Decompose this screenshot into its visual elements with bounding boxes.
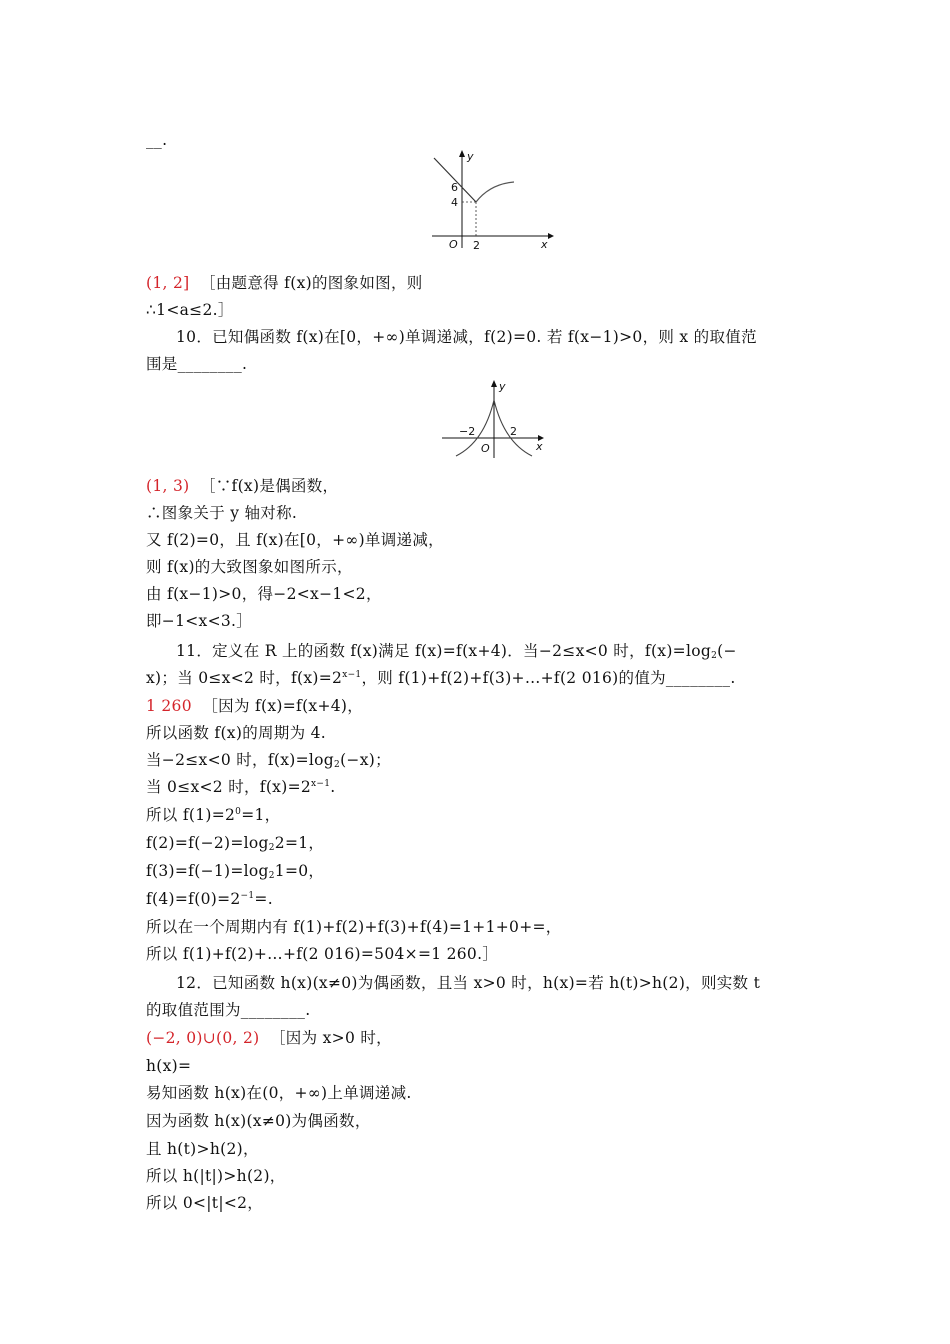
text-line: 所以 h(|t|)>h(2)， [146, 1167, 286, 1185]
text-part: f(4)=f(0)=2 [146, 890, 241, 908]
answer-10-value: (1, 3) [146, 477, 190, 495]
text-part: =1， [241, 806, 281, 824]
answer-9-value: (1, 2] [146, 274, 190, 292]
text-part: 所以 f(1)=2 [146, 806, 236, 824]
text-part: . [330, 778, 336, 796]
text-line: 即−1<x<3.］ [146, 612, 253, 630]
x-axis-label: x [541, 238, 548, 251]
text-part: 1=0， [274, 862, 325, 880]
text-line: 因为函数 h(x)(x≠0)为偶函数， [146, 1112, 371, 1130]
text-part: f(2)=f(−2)=log [146, 834, 269, 852]
question-12-line1: 12．已知函数 h(x)(x≠0)为偶函数，且当 x>0 时，h(x)=若 h(t)>h(2)，则实数 t [176, 974, 761, 992]
text-line [146, 750, 391, 770]
answer-12 [146, 1028, 392, 1048]
y-axis-label: y [467, 150, 474, 163]
text-line: 易知函数 h(x)在(0，+∞)上单调递减. [146, 1084, 412, 1102]
answer-9 [146, 273, 423, 293]
origin-label: O [449, 238, 458, 251]
answer-11-reason: ［因为 f(x)=f(x+4)， [202, 697, 364, 715]
text-line: 且 h(t)>h(2)， [146, 1140, 259, 1158]
text-part: f(3)=f(−1)=log [146, 862, 269, 880]
graph-piecewise-function [420, 148, 560, 256]
text-line [146, 805, 280, 825]
text-line: 所以函数 f(x)的周期为 4. [146, 724, 327, 742]
tick-label-2: 2 [473, 239, 480, 252]
text-line: 又 f(2)=0，且 f(x)在[0，+∞)单调递减， [146, 531, 444, 549]
superscript: 0 [235, 807, 242, 817]
text-part: (−x)； [340, 751, 391, 769]
text-line [146, 777, 336, 797]
tick-label-6: 6 [451, 181, 458, 194]
origin-label: O [481, 442, 490, 455]
text-part: =. [254, 890, 273, 908]
q11-text: x)；当 0≤x<2 时，f(x)=2 [146, 669, 343, 687]
text-line: 所以 f(1)+f(2)+…+f(2 016)=504×=1 260.］ [146, 945, 499, 963]
question-10-line2: 围是________. [146, 355, 248, 373]
graph-even-function [440, 378, 550, 464]
text-line [146, 861, 324, 881]
answer-10 [146, 476, 338, 496]
tick-label-neg2: −2 [459, 425, 476, 438]
q11-sub: 2 [711, 651, 718, 661]
tick-label-2: 2 [510, 425, 517, 438]
q11-text: 11．定义在 R 上的函数 f(x)满足 f(x)=f(x+4)．当−2≤x<0 时，f(x)=log [176, 642, 712, 660]
text-line: 则 f(x)的大致图象如图所示， [146, 558, 353, 576]
q11-sup: x−1 [342, 670, 362, 680]
text-part: 当 0≤x<2 时，f(x)=2 [146, 778, 312, 796]
y-axis-label: y [499, 380, 506, 393]
text-line: 由 f(x−1)>0，得−2<x−1<2， [146, 585, 382, 603]
subscript: 2 [334, 760, 341, 770]
question-11-line1 [176, 641, 737, 661]
y-axis-arrow [459, 150, 465, 157]
text-line: ∴图象关于 y 轴对称. [146, 504, 298, 522]
text-line [146, 889, 273, 909]
question-10-line1: 10．已知偶函数 f(x)在[0，+∞)单调递减，f(2)=0. 若 f(x−1)>0，则 x 的取值范 [176, 328, 757, 346]
answer-9-reason: ［由题意得 f(x)的图象如图，则 [199, 274, 423, 292]
answer-11 [146, 696, 363, 716]
text-line: ∴1<a≤2.］ [146, 301, 234, 319]
x-axis-arrow [548, 233, 554, 239]
text-line: 所以在一个周期内有 f(1)+f(2)+f(3)+f(4)=1+1+0+=， [146, 918, 562, 936]
answer-11-value: 1 260 [146, 697, 192, 715]
tick-label-4: 4 [451, 196, 458, 209]
question-11-line2 [146, 668, 736, 688]
answer-10-reason: ［∵f(x)是偶函数， [199, 477, 339, 495]
question-12-line2: 的取值范围为________. [146, 1001, 311, 1019]
q11-text-end: (− [717, 642, 737, 660]
y-axis-arrow [491, 380, 497, 387]
text-line: 所以 0<|t|<2， [146, 1194, 264, 1212]
answer-12-reason: ［因为 x>0 时， [270, 1029, 392, 1047]
superscript: −1 [240, 891, 255, 901]
text-part: 当−2≤x<0 时，f(x)=log [146, 751, 335, 769]
x-axis-label: x [536, 440, 543, 453]
subscript: 2 [268, 871, 275, 881]
text-line [146, 833, 324, 853]
superscript: x−1 [311, 779, 331, 789]
text-line: h(x)= [146, 1057, 192, 1075]
q11-text-end: ，则 f(1)+f(2)+f(3)+…+f(2 016)的值为________. [361, 669, 736, 687]
answer-12-value: (−2, 0)∪(0, 2) [146, 1029, 260, 1047]
subscript: 2 [268, 843, 275, 853]
curve-right [476, 182, 514, 202]
text-part: 2=1， [274, 834, 325, 852]
text-line: __. [146, 131, 168, 149]
